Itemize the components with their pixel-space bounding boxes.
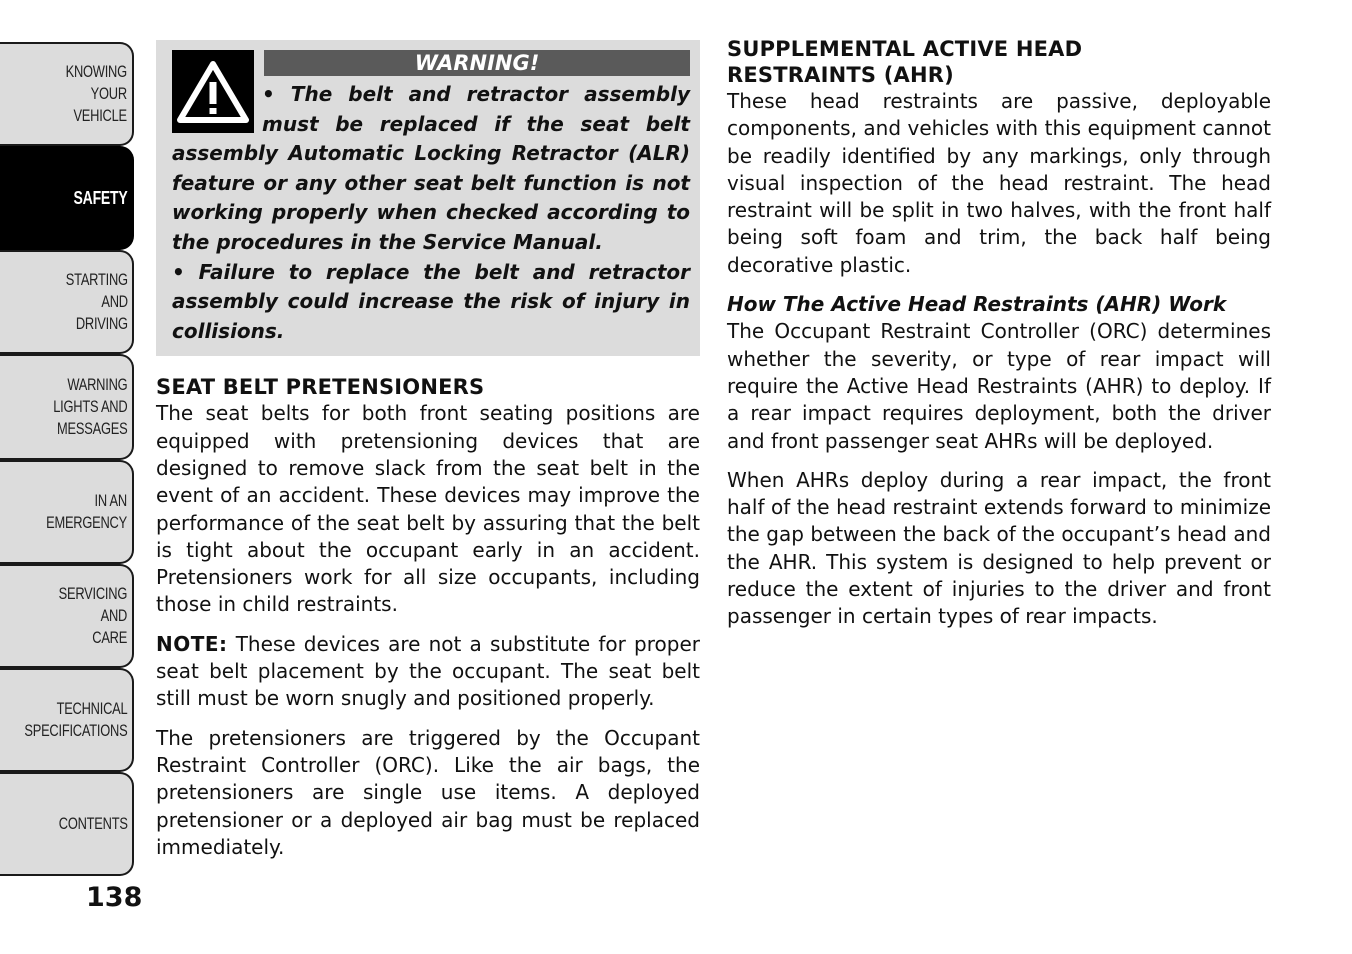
tab-knowing-your-vehicle[interactable]: [0, 42, 134, 146]
tab-warning-lights-and-messages[interactable]: [0, 354, 134, 460]
tab-label: WARNING LIGHTS AND MESSAGES: [53, 376, 128, 438]
section-heading: SEAT BELT PRETENSIONERS: [156, 375, 485, 400]
page-number: 138: [86, 882, 143, 913]
tab-starting-and-driving[interactable]: [0, 250, 134, 354]
tab-label: KNOWING YOUR VEHICLE: [66, 63, 128, 125]
tab-label: IN AN EMERGENCY: [46, 492, 128, 532]
paragraph: These head restraints are passive, deployable components, and vehicles with this equipment cannot be readily identified by any markings, only through visual inspection of the head restraint. The head restraint will be split in two halves, with the front half being soft foam and trim, the back half being decorative plastic.: [727, 89, 1271, 277]
paragraph: When AHRs deploy during a rear impact, the front half of the head restraint extends forward to minimize the gap between the back of the occupant’s head and the AHR. This system is designed to help prevent or reduce the extent of injuries to the driver and front passenger in certain types of rear impacts.: [727, 467, 1271, 629]
tab-contents[interactable]: [0, 772, 134, 876]
warning-title: WARNING!: [264, 50, 690, 76]
note-label: NOTE:: [156, 631, 228, 656]
tab-safety[interactable]: [0, 146, 134, 250]
note-text: These devices are not a substitute for proper seat belt placement by the occupant. The seat belt still must be worn snugly and positioned properly.: [156, 631, 700, 711]
paragraph: The seat belts for both front seating positions are equipped with pretensioning devices that are designed to remove slack from the seat belt in the event of an accident. These devices may improve the performance of the seat belt by assuring that the belt is tight about the occupant early in an accident. Pretensioners work for all size occupants, including those in child restraints.: [156, 401, 700, 617]
warning-item: • Failure to replace the belt and retractor assembly could increase the risk of injury in collisions.: [172, 259, 690, 343]
note-paragraph: [156, 631, 700, 713]
tab-label: TECHNICAL SPECIFICATIONS: [24, 700, 128, 740]
tab-label: SERVICING AND CARE: [58, 585, 128, 647]
tab-label: SAFETY: [73, 188, 128, 208]
left-column: [156, 40, 700, 873]
tab-servicing-and-care[interactable]: [0, 564, 134, 668]
subheading: How The Active Head Restraints (AHR) Work: [727, 292, 1227, 317]
tab-label: STARTING AND DRIVING: [65, 271, 128, 333]
tab-technical-specifications[interactable]: [0, 668, 134, 772]
right-column: [727, 36, 1271, 643]
warning-triangle-icon: [172, 50, 254, 133]
tab-label: CONTENTS: [58, 815, 128, 833]
section-heading: SUPPLEMENTAL ACTIVE HEAD RESTRAINTS (AHR): [727, 37, 1083, 87]
tab-in-an-emergency[interactable]: [0, 460, 134, 564]
paragraph: The pretensioners are triggered by the Occupant Restraint Controller (ORC). Like the air bags, the pretensioners are single use items. A deployed pretensioner or a deployed air bag must be replaced immediately.: [156, 725, 700, 859]
paragraph: The Occupant Restraint Controller (ORC) determines whether the severity, or type of rear impact will require the Active Head Restraints (AHR) to deploy. If a rear impact requires deployment, both the driver and front passenger seat AHRs will be deployed.: [727, 319, 1271, 453]
warning-box: [156, 40, 700, 356]
warning-item: • The belt and retractor assembly must be replaced if the seat belt assembly Automatic Locking Retractor (ALR) feature or any other seat belt function is not working properly when checked according to the procedures in the Service Manual.: [172, 82, 690, 254]
